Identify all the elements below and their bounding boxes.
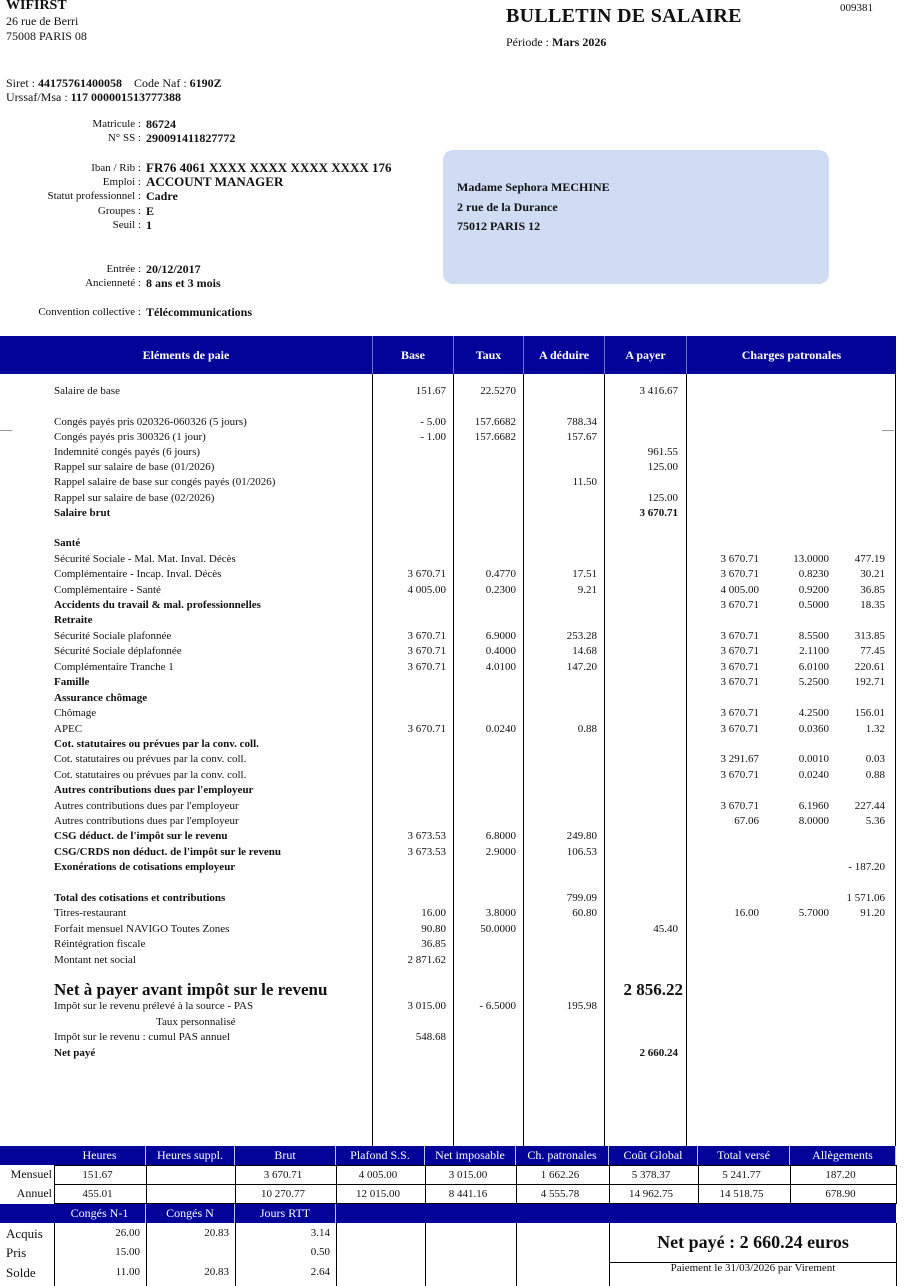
period-value: Mars 2026 <box>552 35 607 49</box>
header-a-deduire: A déduire <box>538 348 590 362</box>
summary-cell: 10 270.77 <box>235 1184 337 1204</box>
row-base: 4 005.00 <box>407 584 446 596</box>
row-taux: 6.8000 <box>485 830 516 842</box>
row-patronal-taux: 0.0010 <box>798 753 829 765</box>
conges-cell: 0.50 <box>310 1246 330 1258</box>
summary-row-label: Annuel <box>16 1186 52 1200</box>
row-patronal-montant: 192.71 <box>854 676 885 688</box>
row-taux: 22.5270 <box>480 385 516 397</box>
row-label: Rappel sur salaire de base (02/2026) <box>54 492 215 504</box>
row-taux: 3.8000 <box>485 907 516 919</box>
conges-cell <box>146 1243 235 1262</box>
row-patronal-base: 67.06 <box>734 815 759 827</box>
row-a-deduire: 249.80 <box>566 830 597 842</box>
table-row <box>0 537 896 552</box>
table-row <box>0 846 896 861</box>
summary-header: Brut <box>235 1146 336 1165</box>
row-taux: 2.9000 <box>485 846 516 858</box>
summary-header: Total versé <box>698 1146 790 1165</box>
row-patronal-montant: 5.36 <box>865 815 885 827</box>
row-a-deduire: 14.68 <box>572 645 597 657</box>
entree-value: 20/12/2017 <box>146 262 201 276</box>
table-row <box>0 954 896 969</box>
row-base: 151.67 <box>415 385 446 397</box>
net-avant-impot-value: 2 856.22 <box>623 980 683 999</box>
row-label: Indemnité congés payés (6 jours) <box>54 446 201 458</box>
row-patronal-montant: 0.88 <box>865 769 885 781</box>
urssaf-label: Urssaf/Msa : <box>6 90 68 104</box>
document-title: BULLETIN DE SALAIRE <box>506 5 742 27</box>
row-patronal-taux: 8.0000 <box>798 815 829 827</box>
anciennete-label: Ancienneté : <box>85 277 141 289</box>
statut-value: Cadre <box>146 189 178 203</box>
table-row <box>0 1031 896 1046</box>
row-patronal-base: 3 670.71 <box>720 630 759 642</box>
row-label: Total des cotisations et contributions <box>54 892 226 904</box>
row-label: Famille <box>54 676 90 688</box>
summary-header: Net imposable <box>425 1146 516 1165</box>
table-row <box>0 431 896 446</box>
table-row <box>0 385 896 400</box>
row-a-deduire: 788.34 <box>566 416 597 428</box>
summary-cell: 187.20 <box>790 1165 897 1185</box>
row-taux: 4.0100 <box>485 661 516 673</box>
convention-label: Convention collective : <box>38 306 141 318</box>
row-a-payer: 3 670.71 <box>639 507 678 519</box>
matricule-label: Matricule : <box>92 118 141 130</box>
row-a-payer: 2 660.24 <box>639 1047 678 1059</box>
row-base: 2 871.62 <box>407 954 446 966</box>
row-a-deduire: 17.51 <box>572 568 597 580</box>
row-label: Montant net social <box>54 954 136 966</box>
iban-value: FR76 4061 XXXX XXXX XXXX XXXX 176 <box>146 160 392 175</box>
row-patronal-base: 3 670.71 <box>720 769 759 781</box>
summary-cell: 455.01 <box>54 1184 147 1204</box>
emploi-label: Emploi : <box>102 176 141 188</box>
conges-header: Congés N-1 <box>54 1204 146 1223</box>
table-row <box>0 1047 896 1062</box>
row-label: Rappel salaire de base sur congés payés (01/2026) <box>54 476 276 488</box>
summary-cell: 3 670.71 <box>235 1165 337 1185</box>
row-label: Retraite <box>54 614 93 626</box>
row-a-deduire: 147.20 <box>566 661 597 673</box>
row-label: Impôt sur le revenu : cumul PAS annuel <box>54 1031 230 1043</box>
table-row <box>0 676 896 691</box>
row-base: 548.68 <box>415 1031 446 1043</box>
row-patronal-taux: 6.0100 <box>798 661 829 673</box>
table-row <box>0 446 896 461</box>
row-label: Cot. statutaires ou prévues par la conv. coll. <box>54 753 247 765</box>
employer-address-line2: 75008 PARIS 08 <box>6 29 87 43</box>
row-patronal-montant: 313.85 <box>854 630 885 642</box>
conges-cell: 15.00 <box>115 1246 140 1258</box>
row-taux: 0.4770 <box>485 568 516 580</box>
row-taux: 157.6682 <box>474 431 516 443</box>
row-label: Assurance chômage <box>54 692 148 704</box>
table-row <box>0 692 896 707</box>
summary-header: Heures suppl. <box>146 1146 235 1165</box>
row-label: Titres-restaurant <box>54 907 127 919</box>
row-patronal-montant: 1.32 <box>865 723 885 735</box>
row-a-deduire: 11.50 <box>572 476 597 488</box>
row-a-payer: 45.40 <box>653 923 678 935</box>
summary-cell <box>146 1184 236 1204</box>
summary-cell: 678.90 <box>790 1184 897 1204</box>
recipient-name: Madame Sephora MECHINE <box>457 180 610 194</box>
conges-cell: 20.83 <box>204 1266 229 1278</box>
employer-address-line1: 26 rue de Berri <box>6 14 79 28</box>
row-patronal-taux: 0.5000 <box>798 599 829 611</box>
grid-line <box>336 1223 337 1286</box>
conges-cell: 20.83 <box>204 1227 229 1239</box>
row-label: Santé <box>54 537 81 549</box>
row-patronal-taux: 5.2500 <box>798 676 829 688</box>
grid-line <box>516 1223 517 1286</box>
table-row <box>0 661 896 676</box>
convention-value: Télécommunications <box>146 305 252 319</box>
conges-row-label: Pris <box>6 1245 27 1260</box>
table-row <box>0 645 896 660</box>
table-row <box>0 784 896 799</box>
row-base: 3 670.71 <box>407 661 446 673</box>
table-row <box>0 630 896 645</box>
row-patronal-taux: 4.2500 <box>798 707 829 719</box>
row-taux: 0.4000 <box>485 645 516 657</box>
row-label: Rappel sur salaire de base (01/2026) <box>54 461 215 473</box>
row-a-payer: 3 416.67 <box>639 385 678 397</box>
summary-header: Allègements <box>790 1146 896 1165</box>
table-row <box>0 1000 896 1015</box>
row-patronal-montant: 18.35 <box>860 599 885 611</box>
row-base: - 5.00 <box>420 416 446 428</box>
row-base: 3 673.53 <box>407 830 446 842</box>
siret-value: 44175761400058 <box>38 76 122 90</box>
table-row <box>0 892 896 907</box>
row-base: 3 670.71 <box>407 568 446 580</box>
row-patronal-montant: 477.19 <box>854 553 885 565</box>
row-patronal-base: 3 670.71 <box>720 800 759 812</box>
row-label: Forfait mensuel NAVIGO Toutes Zones <box>54 923 230 935</box>
row-base: - 1.00 <box>420 431 446 443</box>
grid-line <box>235 1223 236 1286</box>
summary-cell: 4 005.00 <box>336 1165 426 1185</box>
table-row <box>0 492 896 507</box>
row-patronal-base: 3 670.71 <box>720 661 759 673</box>
row-patronal-montant: 1 571.06 <box>846 892 885 904</box>
groupes-value: E <box>146 204 155 218</box>
grid-line <box>146 1223 147 1286</box>
seuil-value: 1 <box>146 218 152 232</box>
table-row <box>0 614 896 629</box>
header-taux: Taux <box>475 348 502 362</box>
summary-cell: 14 962.75 <box>609 1184 699 1204</box>
table-row <box>0 599 896 614</box>
employer-name: WIFIRST <box>6 0 67 13</box>
row-patronal-montant: 220.61 <box>854 661 885 673</box>
fold-mark <box>882 430 894 431</box>
row-taux: 50.0000 <box>480 923 516 935</box>
conges-cell: 26.00 <box>115 1227 140 1239</box>
naf-label: Code Naf : <box>134 76 187 90</box>
row-base: 16.00 <box>421 907 446 919</box>
row-taux: - 6.5000 <box>479 1000 516 1012</box>
row-a-deduire: 253.28 <box>566 630 597 642</box>
row-a-deduire: 195.98 <box>566 1000 597 1012</box>
ss-label: N° SS : <box>107 132 141 144</box>
conges-cell: 11.00 <box>115 1266 140 1278</box>
row-patronal-taux: 13.0000 <box>793 553 829 565</box>
ss-value: 290091411827772 <box>146 131 236 145</box>
row-base: 3 670.71 <box>407 723 446 735</box>
summary-cell: 1 662.26 <box>516 1165 610 1185</box>
row-patronal-taux: 5.7000 <box>798 907 829 919</box>
row-a-payer: 125.00 <box>647 461 678 473</box>
table-row <box>0 738 896 753</box>
recipient-address-box <box>443 150 829 284</box>
row-label: Complémentaire - Santé <box>54 584 161 596</box>
row-patronal-montant: 36.85 <box>860 584 885 596</box>
row-patronal-base: 3 670.71 <box>720 599 759 611</box>
row-a-deduire: 9.21 <box>577 584 597 596</box>
table-row <box>0 507 896 522</box>
row-patronal-base: 3 670.71 <box>720 553 759 565</box>
row-patronal-base: 3 670.71 <box>720 676 759 688</box>
row-patronal-taux: 8.5500 <box>798 630 829 642</box>
header-base: Base <box>401 348 425 362</box>
row-base: 3 673.53 <box>407 846 446 858</box>
row-patronal-taux: 6.1960 <box>798 800 829 812</box>
net-paye-total: Net payé : 2 660.24 euros <box>657 1232 849 1252</box>
summary-header: Coût Global <box>609 1146 698 1165</box>
table-row <box>0 861 896 876</box>
summary-cell: 8 441.16 <box>425 1184 517 1204</box>
conges-cell: 3.14 <box>310 1227 330 1239</box>
header-a-payer: A payer <box>625 348 666 362</box>
row-label: Autres contributions dues par l'employeur <box>54 815 239 827</box>
row-label: CSG/CRDS non déduct. de l'impôt sur le revenu <box>54 846 281 858</box>
summary-cell: 5 241.77 <box>698 1165 791 1185</box>
table-row <box>0 769 896 784</box>
header-elements: Eléments de paie <box>142 348 230 362</box>
table-row <box>0 1016 896 1031</box>
row-patronal-montant: 0.03 <box>865 753 885 765</box>
table-row <box>0 800 896 815</box>
row-base: 90.80 <box>421 923 446 935</box>
header-charges-patronales: Charges patronales <box>741 348 842 362</box>
row-patronal-taux: 2.1100 <box>799 645 829 657</box>
urssaf-line <box>6 90 181 105</box>
row-label: Cot. statutaires ou prévues par la conv. coll. <box>54 769 247 781</box>
row-label: Sécurité Sociale - Mal. Mat. Inval. Décès <box>54 553 236 565</box>
table-row <box>0 938 896 953</box>
seuil-label: Seuil : <box>112 219 141 231</box>
summary-header: Plafond S.S. <box>336 1146 425 1165</box>
statut-label: Statut professionnel : <box>47 190 141 202</box>
conges-row-label: Acquis <box>6 1226 43 1241</box>
row-label: Salaire brut <box>54 507 111 519</box>
fold-mark <box>0 430 12 431</box>
grid-line <box>425 1223 426 1286</box>
summary-cell: 5 378.37 <box>609 1165 699 1185</box>
row-taux: 0.2300 <box>485 584 516 596</box>
row-taux: 6.9000 <box>485 630 516 642</box>
table-row <box>0 907 896 922</box>
conges-header: Congés N <box>146 1204 235 1223</box>
row-label: APEC <box>54 723 83 735</box>
summary-cell <box>146 1165 236 1185</box>
row-patronal-base: 3 670.71 <box>720 707 759 719</box>
row-patronal-base: 3 670.71 <box>720 645 759 657</box>
row-patronal-montant: 30.21 <box>860 568 885 580</box>
row-label: Impôt sur le revenu prélevé à la source - PAS <box>54 1000 254 1012</box>
row-a-deduire: 60.80 <box>572 907 597 919</box>
row-label: Salaire de base <box>54 385 120 397</box>
row-patronal-base: 4 005.00 <box>720 584 759 596</box>
summary-row-label: Mensuel <box>10 1167 52 1181</box>
summary-header: Heures <box>54 1146 146 1165</box>
row-patronal-montant: 227.44 <box>854 800 885 812</box>
row-label: Accidents du travail & mal. professionnelles <box>54 599 261 611</box>
row-a-deduire: 157.67 <box>566 431 597 443</box>
table-row <box>0 553 896 568</box>
row-label: Sécurité Sociale déplafonnée <box>54 645 182 657</box>
payslip-table-header <box>0 336 896 374</box>
groupes-label: Groupes : <box>97 205 141 217</box>
recipient-city: 75012 PARIS 12 <box>457 219 541 233</box>
conges-cell: 2.64 <box>310 1266 330 1278</box>
entree-label: Entrée : <box>106 263 141 275</box>
table-row <box>0 753 896 768</box>
row-label: Congés payés pris 020326-060326 (5 jours) <box>54 416 247 428</box>
row-patronal-base: 16.00 <box>734 907 759 919</box>
summary-cell: 3 015.00 <box>425 1165 517 1185</box>
document-number: 009381 <box>840 2 873 14</box>
row-label: Complémentaire Tranche 1 <box>54 661 174 673</box>
summary-header: Ch. patronales <box>516 1146 609 1165</box>
row-taux: 157.6682 <box>474 416 516 428</box>
table-row <box>0 584 896 599</box>
row-label: Congés payés pris 300326 (1 jour) <box>54 431 206 443</box>
summary-cell: 14 518.75 <box>698 1184 791 1204</box>
table-row <box>0 461 896 476</box>
row-a-deduire: 799.09 <box>566 892 597 904</box>
table-row <box>0 476 896 491</box>
table-row <box>0 568 896 583</box>
row-base: 3 670.71 <box>407 645 446 657</box>
row-patronal-taux: 0.0360 <box>798 723 829 735</box>
payslip-table <box>0 336 896 1146</box>
grid-line <box>54 1223 55 1286</box>
row-label: Autres contributions dues par l'employeur <box>54 800 239 812</box>
row-label: Autres contributions dues par l'employeur <box>54 784 254 796</box>
row-label: Complémentaire - Incap. Inval. Décès <box>54 568 222 580</box>
row-label: Net payé <box>54 1047 96 1059</box>
recipient-street: 2 rue de la Durance <box>457 200 558 214</box>
row-patronal-montant: 77.45 <box>860 645 885 657</box>
payment-note: Paiement le 31/03/2026 par Virement <box>670 1262 836 1274</box>
row-patronal-montant: 91.20 <box>860 907 885 919</box>
summary-cell: 4 555.78 <box>516 1184 610 1204</box>
table-row <box>0 416 896 431</box>
row-label: Réintégration fiscale <box>54 938 146 950</box>
siret-line <box>6 76 222 91</box>
row-label: Chômage <box>54 707 97 719</box>
row-patronal-base: 3 670.71 <box>720 723 759 735</box>
urssaf-value: 117 000001513777388 <box>70 90 182 104</box>
row-a-payer: 961.55 <box>647 446 678 458</box>
row-label: Exonérations de cotisations employeur <box>54 861 236 873</box>
table-row <box>0 707 896 722</box>
table-row <box>0 815 896 830</box>
row-label: Taux personnalisé <box>156 1016 236 1028</box>
naf-value: 6190Z <box>189 76 222 90</box>
row-patronal-montant: 156.01 <box>854 707 885 719</box>
row-patronal-base: 3 291.67 <box>720 753 759 765</box>
conges-header: Jours RTT <box>235 1204 336 1223</box>
row-patronal-taux: 0.9200 <box>798 584 829 596</box>
summary-cell: 151.67 <box>54 1165 147 1185</box>
net-avant-impot-label: Net à payer avant impôt sur le revenu <box>54 980 328 999</box>
grid-line <box>896 1223 897 1286</box>
row-label: Cot. statutaires ou prévues par la conv. coll. <box>54 738 259 750</box>
row-patronal-base: 3 670.71 <box>720 568 759 580</box>
table-row <box>0 830 896 845</box>
row-patronal-taux: 0.8230 <box>798 568 829 580</box>
table-row <box>0 723 896 738</box>
row-label: CSG déduct. de l'impôt sur le revenu <box>54 830 228 842</box>
siret-label: Siret : <box>6 76 35 90</box>
summary-cell: 12 015.00 <box>336 1184 426 1204</box>
row-a-payer: 125.00 <box>647 492 678 504</box>
row-patronal-taux: 0.0240 <box>798 769 829 781</box>
matricule-value: 86724 <box>146 117 176 131</box>
period-label: Période : <box>506 35 549 49</box>
row-base: 3 670.71 <box>407 630 446 642</box>
row-patronal-montant: - 187.20 <box>848 861 885 873</box>
row-label: Sécurité Sociale plafonnée <box>54 630 172 642</box>
row-a-deduire: 0.88 <box>577 723 597 735</box>
document-period <box>506 35 606 50</box>
row-base: 3 015.00 <box>407 1000 446 1012</box>
row-base: 36.85 <box>421 938 446 950</box>
iban-label: Iban / Rib : <box>91 162 141 174</box>
conges-row-label: Solde <box>6 1265 36 1280</box>
row-a-deduire: 106.53 <box>566 846 597 858</box>
emploi-value: ACCOUNT MANAGER <box>146 174 284 189</box>
anciennete-value: 8 ans et 3 mois <box>146 276 221 290</box>
table-row <box>0 923 896 938</box>
row-taux: 0.0240 <box>485 723 516 735</box>
